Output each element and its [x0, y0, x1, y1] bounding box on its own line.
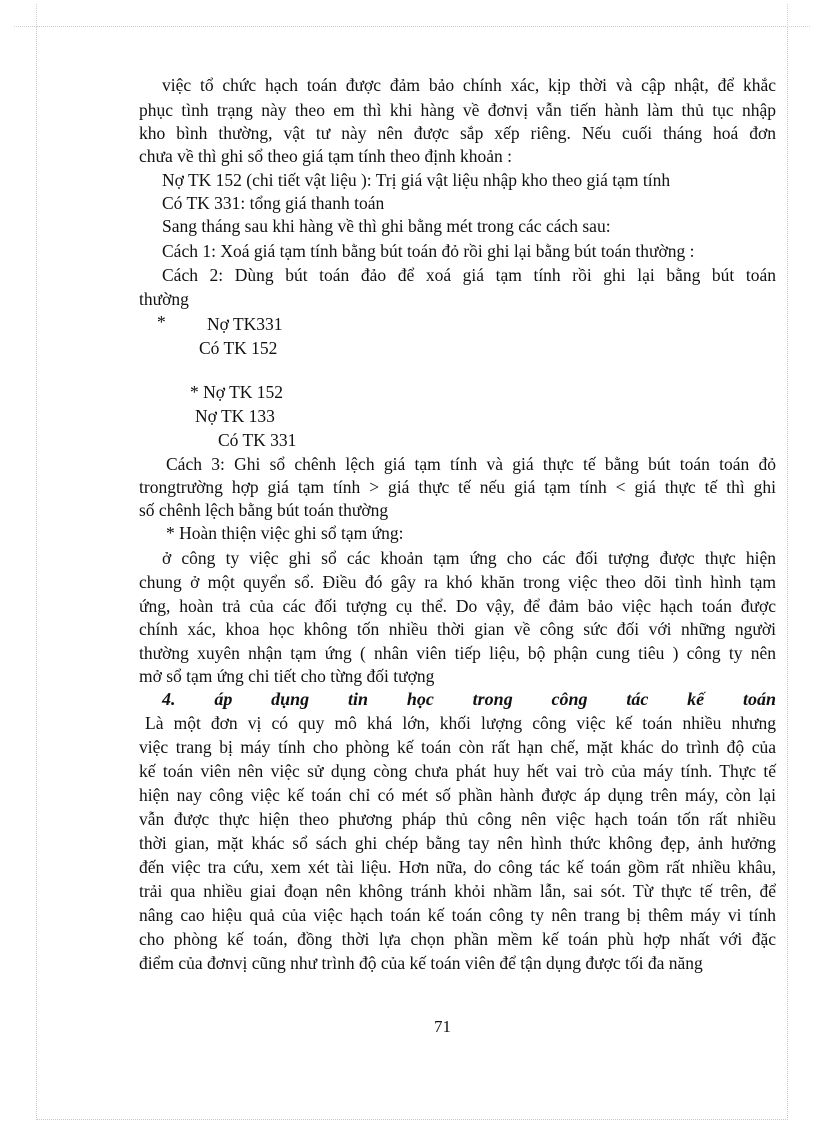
paragraph-line: Là một đơn vị có quy mô khá lớn, khối lượng công việc kế toán nhiều nhưng: [145, 713, 776, 733]
paragraph-line: kế toán viên nên việc sử dụng còng chưa phát huy hết vai trò của máy tính. Thực tế: [139, 761, 776, 781]
paragraph-line: việc tổ chức hạch toán được đảm bảo chính xác, kịp thời và cập nhật, để khắc: [162, 75, 776, 95]
paragraph-line: chưa về thì ghi sổ theo giá tạm tính theo định khoản :: [139, 146, 513, 166]
section-heading: 4. áp dụng tin học trong công tác kế toán: [162, 689, 776, 709]
paragraph-line: Sang tháng sau khi hàng về thì ghi bằng mét trong các cách sau:: [162, 216, 611, 236]
paragraph-line: ứng, hoàn trả của các đối tượng cụ thể. Do vậy, để đảm bảo việc hạch toán được: [139, 596, 776, 616]
journal-entry-line: Có TK 152: [199, 338, 278, 358]
method-line: Cách 2: Dùng bút toán đảo để xoá giá tạm tính rồi ghi lại bằng bút toán: [162, 265, 776, 285]
paragraph-line: vẫn được thực hiện theo phương pháp thủ công nên việc hạch toán tốn rất nhiều: [139, 809, 776, 829]
paragraph-line: trongtrường hợp giá tạm tính > giá thực tế nếu giá tạm tính < giá thực tế thì ghi: [139, 477, 776, 497]
paragraph-line: nâng cao hiệu quả của việc hạch toán kế toán công ty nên trang bị thêm máy vi tính: [139, 905, 776, 925]
page-number: 71: [434, 1017, 451, 1036]
paragraph-line: thường: [139, 289, 189, 309]
paragraph-line: thường xuyên nhận tạm ứng ( nhân viên tiếp liệu, bộ phận cung tiêu ) công ty nên: [139, 643, 776, 663]
paragraph-line: thời gian, mặt khác sổ sách ghi chép bằng tay nên hình thức không đẹp, ảnh hưởng: [139, 833, 776, 853]
journal-entry-line: Có TK 331: tổng giá thanh toán: [162, 193, 385, 213]
journal-entry-line: * Nợ TK 152: [190, 382, 284, 402]
journal-entry-line: Nợ TK 133: [195, 406, 275, 426]
journal-entry-line: Nợ TK 152 (chi tiết vật liệu ): Trị giá vật liệu nhập kho theo giá tạm tính: [162, 170, 671, 190]
method-line: Cách 1: Xoá giá tạm tính bằng bút toán đỏ rồi ghi lại bằng bút toán thường :: [162, 241, 695, 261]
paragraph-line: ở công ty việc ghi sổ các khoản tạm ứng cho các đối tượng được thực hiện: [162, 548, 776, 568]
paragraph-line: chung ở một quyển sổ. Điều đó gây ra khó khăn trong việc theo dõi tình hình tạm: [139, 572, 776, 592]
paragraph-line: chính xác, khoa học không tốn nhiều thời gian về công sức đối với những người: [139, 619, 776, 639]
paragraph-line: đến việc tra cứu, xem xét tài liệu. Hơn nữa, do công tác kế toán gồm rất nhiều khâu,: [139, 857, 776, 877]
journal-entry-line: Có TK 331: [218, 430, 297, 450]
paragraph-line: việc trang bị máy tính cho phòng kế toán còn rất hạn chế, mặt khác do trình độ của: [139, 737, 776, 757]
paragraph-line: kho bình thường, vật tư này nên được sắp xếp riêng. Nếu cuối tháng hoá đơn: [139, 123, 776, 143]
paragraph-line: điểm của đơnvị cũng như trình độ của kế toán viên để tận dụng được tối đa năng: [139, 953, 703, 973]
entry-bullet: *: [157, 312, 166, 332]
method-line: Cách 3: Ghi sổ chênh lệch giá tạm tính và giá thực tế bằng bút toán toán đỏ: [166, 454, 776, 474]
paragraph-line: số chênh lệch bằng bút toán thường: [139, 500, 389, 520]
paragraph-line: phục tình trạng này theo em thì khi hàng về đơnvị vẫn tiến hành làm thủ tục nhập: [139, 100, 776, 120]
paragraph-line: trải qua nhiều giai đoạn nên không tránh khỏi nhầm lẫn, sai sót. Từ thực tế trên, để: [139, 881, 776, 901]
paragraph-line: mở sổ tạm ứng chi tiết cho từng đối tượng: [139, 666, 435, 686]
journal-entry-line: Nợ TK331: [207, 314, 283, 334]
paragraph-line: hiện nay công việc kế toán chỉ có mét số phần hành được áp dụng trên máy, còn lại: [139, 785, 776, 805]
section-subheading: * Hoàn thiện việc ghi sổ tạm ứng:: [166, 523, 404, 543]
paragraph-line: cho phòng kế toán, đồng thời lựa chọn phần mềm kế toán phù hợp nhất với đặc: [139, 929, 776, 949]
